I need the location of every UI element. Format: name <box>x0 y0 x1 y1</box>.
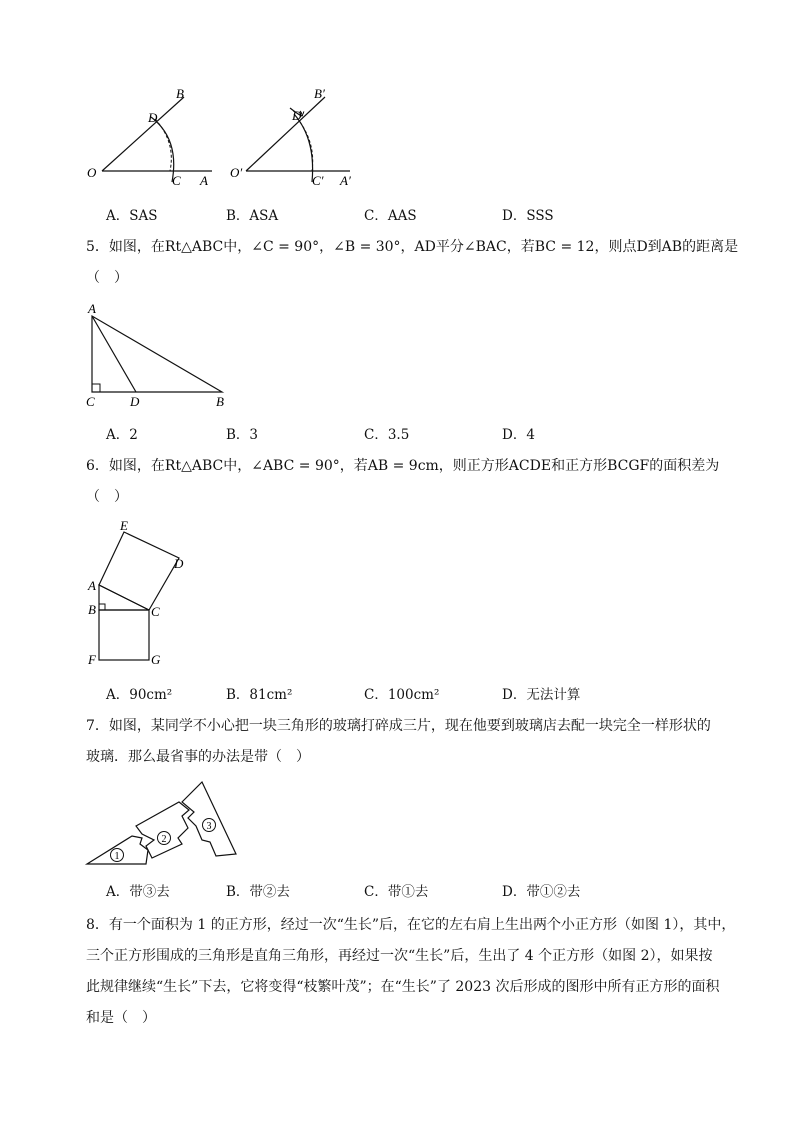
q5-option-d[interactable]: D．4 <box>502 427 535 443</box>
svg-text:1: 1 <box>114 851 120 862</box>
q7-stem-line1: 7．如图，某同学不小心把一块三角形的玻璃打碎成三片，现在他要到玻璃店去配一块完全一样形状的 <box>86 718 711 734</box>
q7-option-a[interactable]: A．带③去 <box>106 884 170 900</box>
q8-line4: 和是（ ） <box>86 1010 156 1026</box>
q6-stem-line1: 6．如图，在Rt△ABC中，∠ABC = 90°，若AB = 9cm，则正方形ACDE和正方形BCGF的面积差为 <box>86 458 720 474</box>
q6-stem-line2: （ ） <box>86 489 128 505</box>
q5-label-D: D <box>130 394 140 409</box>
q7-option-b[interactable]: B．带②去 <box>226 884 290 900</box>
q4-left-label-O: O <box>87 165 97 180</box>
q6-label-B: B <box>88 602 96 617</box>
q7-stem-line2: 玻璃．那么最省事的办法是带（ ） <box>86 749 310 765</box>
q6-label-C: C <box>151 604 160 619</box>
q4-option-b[interactable]: B．ASA <box>226 208 279 224</box>
q6-label-F: F <box>88 652 96 667</box>
q4-left-label-C: C <box>172 173 181 188</box>
q4-left-label-D: D <box>148 110 158 125</box>
q4-right-label-O: O′ <box>230 165 243 180</box>
q4-right-label-A: A′ <box>340 173 351 188</box>
q5-label-C: C <box>86 394 95 409</box>
q6-option-d[interactable]: D．无法计算 <box>502 687 581 703</box>
q4-figure-left <box>84 84 224 194</box>
q5-label-B: B <box>216 394 224 409</box>
q6-label-G: G <box>151 652 161 667</box>
q6-option-b[interactable]: B．81cm² <box>226 687 293 703</box>
q4-right-label-D: D′ <box>292 108 305 123</box>
q4-option-a[interactable]: A．SAS <box>106 208 158 224</box>
q4-left-label-A: A <box>200 173 208 188</box>
q8-line2: 三个正方形围成的三角形是直角三角形，再经过一次“生长”后，生出了 4 个正方形（如图 2），如果按 <box>86 948 713 964</box>
q6-option-a[interactable]: A．90cm² <box>106 687 173 703</box>
svg-text:2: 2 <box>161 834 167 845</box>
q5-stem-line1: 5．如图，在Rt△ABC中，∠C = 90°，∠B = 30°，AD平分∠BAC，若BC = 12，则点D到AB的距离是 <box>86 239 739 255</box>
q5-option-c[interactable]: C．3.5 <box>364 427 410 443</box>
svg-text:3: 3 <box>206 821 212 832</box>
q6-label-E: E <box>120 518 128 533</box>
q7-option-d[interactable]: D．带①②去 <box>502 884 581 900</box>
q5-stem-line2: （ ） <box>86 270 128 286</box>
q7-glass-pieces-figure <box>84 780 244 870</box>
q4-left-label-B: B <box>176 86 184 101</box>
q5-option-a[interactable]: A．2 <box>106 427 138 443</box>
q5-triangle-figure <box>80 298 240 413</box>
q7-option-c[interactable]: C．带①去 <box>364 884 429 900</box>
q4-right-label-C: C′ <box>312 173 324 188</box>
q6-label-A: A <box>88 578 96 593</box>
q8-line1: 8．有一个面积为 1 的正方形，经过一次“生长”后，在它的左右肩上生出两个小正方形（如图 1），其中， <box>86 917 736 933</box>
q6-squares-figure <box>80 518 200 673</box>
q4-option-c[interactable]: C．AAS <box>364 208 417 224</box>
q6-option-c[interactable]: C．100cm² <box>364 687 440 703</box>
q6-label-D: D <box>174 556 184 571</box>
q5-label-A: A <box>88 301 96 316</box>
q8-line3: 此规律继续“生长”下去，它将变得“枝繁叶茂”；在“生长”了 2023 次后形成的图形中所有正方形的面积 <box>86 979 720 995</box>
q4-figure-right <box>228 84 368 194</box>
q5-option-b[interactable]: B．3 <box>226 427 259 443</box>
q4-right-label-B: B′ <box>314 86 325 101</box>
q4-option-d[interactable]: D．SSS <box>502 208 554 224</box>
